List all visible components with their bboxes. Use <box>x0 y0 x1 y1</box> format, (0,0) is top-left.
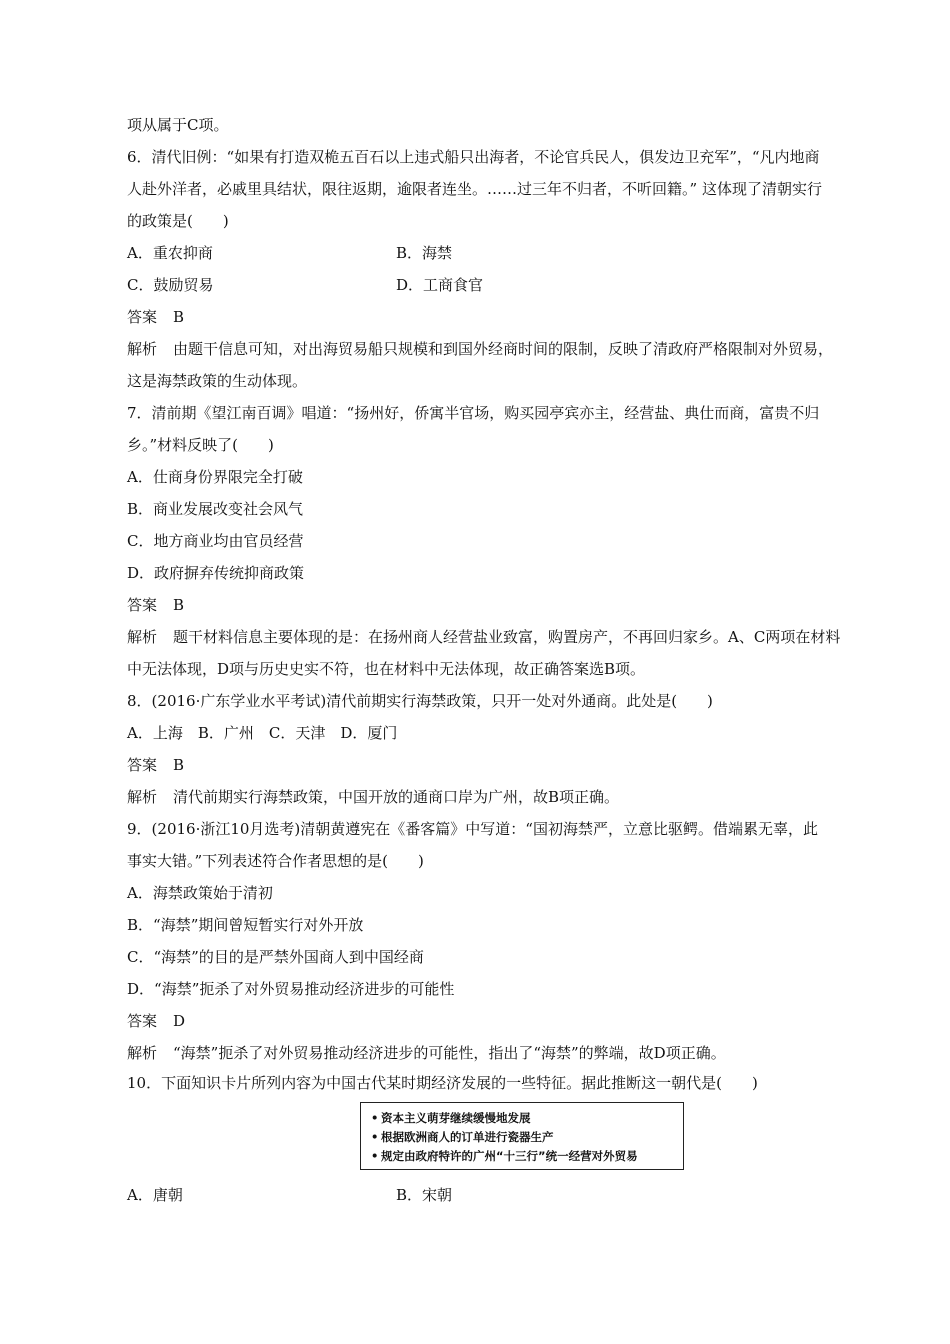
question-7-option-c: C．地方商业均由官员经营 <box>127 532 304 550</box>
question-8-options: A．上海 B．广州 C．天津 D．厦门 <box>127 724 398 742</box>
explanation-text: “海禁”扼杀了对外贸易推动经济进步的可能性，指出了“海禁”的弊端，故D项正确。 <box>173 1044 726 1062</box>
question-9-option-c: C．“海禁”的目的是严禁外国商人到中国经商 <box>127 948 424 966</box>
question-9-option-b: B．“海禁”期间曾短暂实行对外开放 <box>127 916 364 934</box>
question-7-explanation: 中无法体现，D项与历史史实不符，也在材料中无法体现，故正确答案选B项。 <box>127 660 646 678</box>
question-6-explanation: 这是海禁政策的生动体现。 <box>127 372 308 390</box>
question-9-answer <box>127 1010 185 1032</box>
question-6-option-b: B．海禁 <box>396 244 453 262</box>
question-7-option-b: B．商业发展改变社会风气 <box>127 500 304 518</box>
card-item-text: 根据欧洲商人的订单进行瓷器生产 <box>381 1130 554 1144</box>
question-6-option-c: C．鼓励贸易 <box>127 276 214 294</box>
question-7-stem: 7．清前期《望江南百调》唱道：“扬州好，侨寓半官场，购买园亭宾亦主，经营盐、典仕而商，富贵不归 <box>127 404 820 422</box>
explanation-text: 由题干信息可知，对出海贸易船只规模和到国外经商时间的限制，反映了清政府严格限制对外贸易， <box>173 340 834 358</box>
explanation-label: 解析 <box>127 788 158 806</box>
question-7-explanation <box>127 626 840 648</box>
answer-value: B <box>173 596 185 614</box>
question-6-explanation <box>127 338 833 360</box>
card-item-text: 规定由政府特许的广州“十三行”统一经营对外贸易 <box>381 1149 638 1163</box>
question-9-option-a: A．海禁政策始于清初 <box>127 884 273 902</box>
knowledge-card <box>360 1102 684 1170</box>
card-item-text: 资本主义萌芽继续缓慢地发展 <box>381 1111 531 1125</box>
question-7-answer <box>127 594 184 616</box>
answer-label: 答案 <box>127 596 158 614</box>
answer-label: 答案 <box>127 1012 158 1030</box>
question-6-option-a: A．重农抑商 <box>127 244 213 262</box>
answer-value: D <box>173 1012 186 1030</box>
bullet-icon: • <box>371 1149 379 1163</box>
question-9-explanation <box>127 1042 726 1064</box>
answer-label: 答案 <box>127 756 158 774</box>
question-9-stem: 事实大错。”下列表述符合作者思想的是( ) <box>127 852 424 870</box>
question-6-option-d: D．工商食官 <box>396 276 484 294</box>
question-7-stem: 乡。”材料反映了( ) <box>127 436 274 454</box>
card-item <box>371 1147 683 1166</box>
text-line: 项从属于C项。 <box>127 116 229 134</box>
question-6-stem: 的政策是( ) <box>127 212 229 230</box>
question-6-stem: 6．清代旧例：“如果有打造双桅五百石以上违式船只出海者，不论官兵民人，俱发边卫充军”，“凡内地商 <box>127 148 820 166</box>
question-7-option-a: A．仕商身份界限完全打破 <box>127 468 303 486</box>
card-item <box>371 1128 683 1147</box>
answer-label: 答案 <box>127 308 158 326</box>
question-8-stem: 8．(2016·广东学业水平考试)清代前期实行海禁政策，只开一处对外通商。此处是( ) <box>127 692 713 710</box>
explanation-label: 解析 <box>127 340 158 358</box>
bullet-icon: • <box>371 1111 379 1125</box>
explanation-text: 题干材料信息主要体现的是：在扬州商人经营盐业致富，购置房产，不再回归家乡。A、C两项在材料 <box>173 628 841 646</box>
question-7-option-d: D．政府摒弃传统抑商政策 <box>127 564 305 582</box>
bullet-icon: • <box>371 1130 379 1144</box>
answer-value: B <box>173 756 185 774</box>
question-10-stem: 10．下面知识卡片所列内容为中国古代某时期经济发展的一些特征。据此推断这一朝代是( ) <box>127 1074 758 1092</box>
question-9-option-d: D．“海禁”扼杀了对外贸易推动经济进步的可能性 <box>127 980 455 998</box>
card-item <box>371 1109 683 1128</box>
question-6-answer <box>127 306 184 328</box>
question-10-option-b: B．宋朝 <box>396 1186 453 1204</box>
answer-value: B <box>173 308 185 326</box>
explanation-label: 解析 <box>127 1044 158 1062</box>
explanation-text: 清代前期实行海禁政策，中国开放的通商口岸为广州，故B项正确。 <box>173 788 620 806</box>
question-8-answer <box>127 754 184 776</box>
question-9-stem: 9．(2016·浙江10月选考)清朝黄遵宪在《番客篇》中写道：“国初海禁严，立意比驱鳄。借端累无辜，此 <box>127 820 818 838</box>
question-8-explanation <box>127 786 619 808</box>
explanation-label: 解析 <box>127 628 158 646</box>
question-6-stem: 人赴外洋者，必戚里具结状，限往返期，逾限者连坐。……过三年不归者，不听回籍。” 这体现了清朝实行 <box>127 180 822 198</box>
question-10-option-a: A．唐朝 <box>127 1186 183 1204</box>
